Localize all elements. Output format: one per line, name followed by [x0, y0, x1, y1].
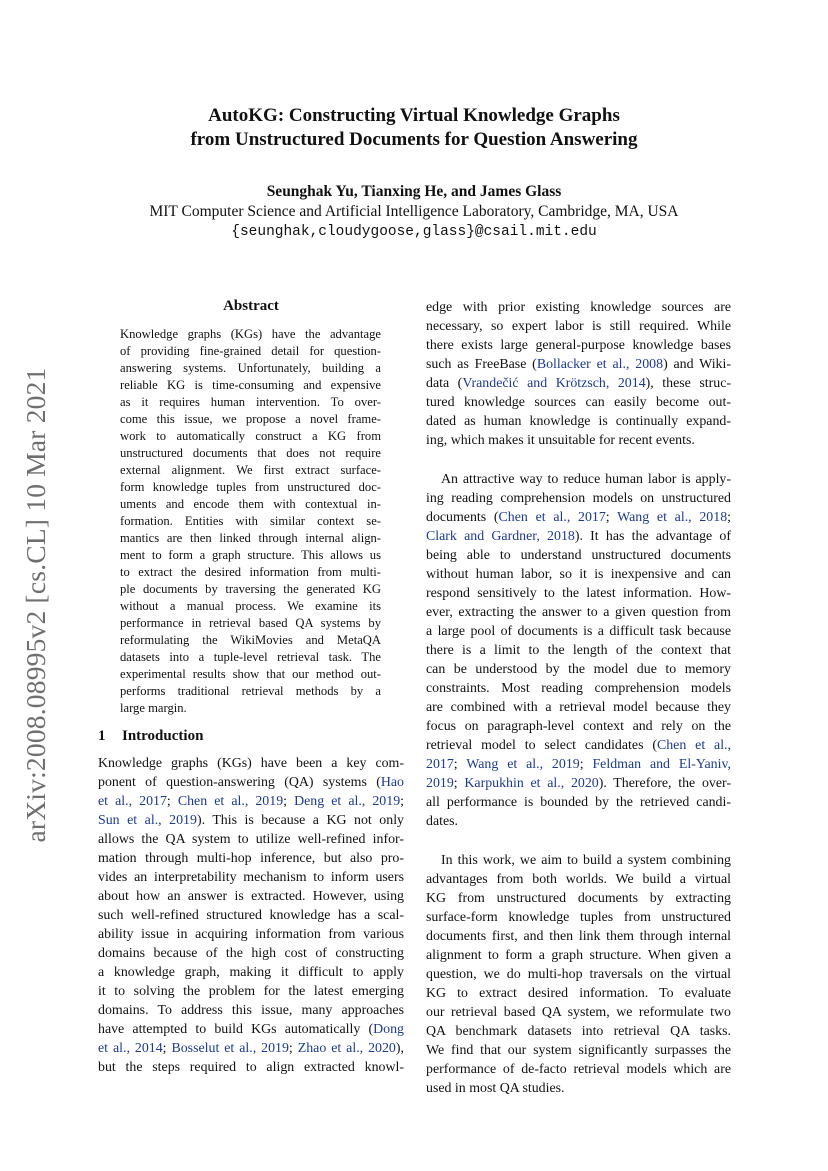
- text-line: KG to extract desired information. To evaluate: [426, 986, 731, 1001]
- text-line: et al., 2014; Bosselut et al., 2019; Zhao et al., 2020),: [98, 1041, 404, 1056]
- citation-link[interactable]: Feldman and El-Yaniv,: [592, 757, 731, 772]
- text-line: Knowledge graphs (KGs) have been a key com-: [98, 756, 404, 771]
- text-line: such well-refined structured knowledge has a scal-: [98, 908, 404, 923]
- abstract-line: uments and encode them with contextual in-: [120, 497, 381, 511]
- citation-link[interactable]: Sun et al., 2019: [98, 813, 197, 828]
- text-line: have attempted to build KGs automatically (Dong: [98, 1022, 404, 1037]
- text-line: Clark and Gardner, 2018). It has the advantage of: [426, 529, 731, 544]
- text-line: ponent of question-answering (QA) systems (Hao: [98, 775, 404, 790]
- text-line: can be understood by the model due to memory: [426, 662, 731, 677]
- citation-link[interactable]: Karpukhin et al., 2020: [464, 776, 599, 791]
- text-line: dated as human knowledge is continually expand-: [426, 414, 731, 429]
- abstract-line: large margin.: [120, 701, 187, 715]
- text-line: retrieval model to select candidates (Chen et al.,: [426, 738, 732, 753]
- text-line: such as FreeBase (Bollacker et al., 2008) and Wiki-: [426, 357, 731, 372]
- arxiv-identifier: arXiv:2008.08995v2 [cs.CL] 10 Mar 2021: [20, 367, 51, 843]
- text-line: alignment to form a graph structure. When given a: [426, 948, 731, 963]
- text-line: being able to understand unstructured documents: [426, 548, 731, 563]
- text-line: necessary, so expert labor is still required. While: [426, 319, 731, 334]
- text-line: about how an answer is extracted. However, using: [98, 889, 404, 904]
- text-line: used in most QA studies.: [426, 1081, 565, 1096]
- abstract-line: formation. Entities with similar context se-: [120, 514, 381, 528]
- abstract-line: come this issue, we propose a novel frame-: [120, 412, 381, 426]
- citation-link[interactable]: 2017: [426, 757, 454, 772]
- abstract-line: performs traditional retrieval methods by a: [120, 684, 381, 698]
- arxiv-side-stamp: [16, 360, 56, 850]
- text-line: all performance is bounded by the retrieved candi-: [426, 795, 731, 810]
- citation-link[interactable]: Vrandečić and Krötzsch, 2014: [462, 376, 646, 391]
- text-line: focus on paragraph-level context and rely on the: [426, 719, 731, 734]
- text-line: question, we do multi-hop traversals on the virtual: [426, 967, 731, 982]
- abstract-line: Knowledge graphs (KGs) have the advantage: [120, 327, 381, 341]
- text-line: there exists large general-purpose knowledge bases: [426, 338, 731, 353]
- text-line: 2019; Karpukhin et al., 2020). Therefore, the over-: [426, 776, 731, 791]
- abstract-line: of providing fine-grained detail for question-: [120, 344, 381, 358]
- citation-link[interactable]: Hao: [380, 775, 404, 790]
- citation-link[interactable]: Clark and Gardner, 2018: [426, 529, 575, 544]
- title-line: AutoKG: Constructing Virtual Knowledge Graphs: [208, 105, 620, 126]
- text-line: surface-form knowledge tuples from unstructured: [426, 910, 731, 925]
- abstract-line: ment to form a graph structure. This allows us: [120, 548, 381, 562]
- paragraph: [426, 298, 731, 450]
- title-line: from Unstructured Documents for Question Answering: [190, 129, 638, 150]
- text-line: performance of de-facto retrieval models which are: [426, 1062, 731, 1077]
- citation-link[interactable]: Wang et al., 2018: [617, 510, 728, 525]
- citation-link[interactable]: Deng et al., 2019: [294, 794, 401, 809]
- abstract-line: unstructured documents that does not require: [120, 446, 381, 460]
- text-line: domains. To address this issue, many approaches: [98, 1003, 404, 1018]
- author-emails: {seunghak,cloudygoose,glass}@csail.mit.edu: [231, 224, 597, 240]
- paragraph: [426, 851, 731, 1098]
- abstract-line: performance in retrieval based QA systems by: [120, 616, 381, 630]
- text-line: constraints. Most reading comprehension models: [426, 681, 731, 696]
- right-column: [426, 298, 731, 1098]
- text-line: ing reading comprehension models on unstructured: [426, 491, 731, 506]
- abstract-line: external alignment. We first extract surface-: [120, 463, 381, 477]
- abstract-line: reliable KG is time-consuming and expensive: [120, 378, 381, 392]
- section-number: 1: [98, 728, 106, 744]
- text-line: et al., 2017; Chen et al., 2019; Deng et al., 2019;: [98, 794, 404, 809]
- intro-paragraph-left: [98, 754, 404, 1077]
- text-line: edge with prior existing knowledge sources are: [426, 300, 731, 315]
- citation-link[interactable]: Bollacker et al., 2008: [536, 357, 664, 372]
- citation-link[interactable]: Chen et al.,: [656, 738, 732, 753]
- abstract-body: [120, 326, 381, 717]
- text-line: ability issue in acquiring information from various: [98, 927, 404, 942]
- paper-title: [120, 104, 708, 152]
- section-heading: [98, 727, 203, 745]
- text-line: In this work, we aim to build a system combining: [441, 853, 731, 868]
- abstract-line: reformulating the WikiMovies and MetaQA: [120, 633, 381, 647]
- abstract-line: as it requires human intervention. To over-: [120, 395, 381, 409]
- text-line: 2017; Wang et al., 2019; Feldman and El-Yaniv,: [426, 757, 731, 772]
- text-line: documents (Chen et al., 2017; Wang et al., 2018;: [426, 510, 731, 525]
- text-line: ever, extracting the answer to a given question from: [426, 605, 731, 620]
- section-title: Introduction: [122, 728, 204, 744]
- text-line: without human labor, so it is inexpensive and can: [426, 567, 731, 582]
- abstract-line: mantics are then linked through internal align-: [120, 531, 381, 545]
- citation-link[interactable]: Chen et al., 2019: [177, 794, 284, 809]
- abstract-heading: Abstract: [223, 298, 279, 314]
- citation-link[interactable]: et al., 2017: [98, 794, 167, 809]
- citation-link[interactable]: et al., 2014: [98, 1041, 163, 1056]
- text-line: allows the QA system to utilize well-refined infor-: [98, 832, 404, 847]
- text-line: but the steps required to align extracted knowl-: [98, 1060, 404, 1075]
- citation-link[interactable]: Wang et al., 2019: [466, 757, 580, 772]
- text-line: are combined with a retrieval model because they: [426, 700, 731, 715]
- citation-link[interactable]: 2019: [426, 776, 454, 791]
- text-line: QA benchmark datasets into retrieval QA tasks.: [426, 1024, 731, 1039]
- text-line: tured knowledge sources can easily become out-: [426, 395, 731, 410]
- abstract-line: without a manual process. We examine its: [120, 599, 381, 613]
- abstract-line: answering systems. Unfortunately, building a: [120, 361, 381, 375]
- text-line: mation through multi-hop inference, but also pro-: [98, 851, 404, 866]
- affiliation: MIT Computer Science and Artificial Intelligence Laboratory, Cambridge, MA, USA: [149, 203, 679, 220]
- text-line: a knowledge graph, making it difficult to apply: [98, 965, 404, 980]
- text-line: data (Vrandečić and Krötzsch, 2014), these struc-: [426, 376, 731, 391]
- text-line: Sun et al., 2019). This is because a KG not only: [98, 813, 405, 828]
- citation-link[interactable]: Chen et al., 2017: [498, 510, 606, 525]
- text-line: it to solving the problem for the latest emerging: [98, 984, 404, 999]
- text-line: An attractive way to reduce human labor is apply-: [441, 472, 731, 487]
- abstract-line: to extract the desired information from multi-: [120, 565, 381, 579]
- text-line: We find that our system significantly surpasses the: [426, 1043, 731, 1058]
- text-line: vides an interpretability mechanism to inform users: [98, 870, 404, 885]
- abstract-line: experimental results show that our method out-: [120, 667, 381, 681]
- text-line: dates.: [426, 814, 459, 829]
- text-line: there is a limit to the length of the context that: [426, 643, 731, 658]
- citation-link[interactable]: Dong: [373, 1022, 404, 1037]
- abstract-line: work to automatically construct a KG from: [120, 429, 381, 443]
- citation-link[interactable]: Zhao et al., 2020: [297, 1041, 396, 1056]
- paragraph: [426, 470, 731, 831]
- text-line: KG from unstructured documents by extracting: [426, 891, 731, 906]
- text-line: a large pool of documents is a difficult task because: [426, 624, 731, 639]
- text-line: respond sensitively to the latest information. How-: [426, 586, 731, 601]
- text-line: documents first, and then link them through internal: [426, 929, 731, 944]
- author-list: Seunghak Yu, Tianxing He, and James Glass: [266, 183, 562, 200]
- citation-link[interactable]: Bosselut et al., 2019: [171, 1041, 289, 1056]
- abstract-line: form knowledge tuples from unstructured doc-: [120, 480, 381, 494]
- abstract-line: datasets into a tuple-level retrieval task. The: [120, 650, 381, 664]
- abstract-line: ple documents by traversing the generated KG: [120, 582, 381, 596]
- text-line: advantages from both worlds. We build a virtual: [426, 872, 731, 887]
- text-line: our retrieval based QA system, we reformulate two: [426, 1005, 731, 1020]
- text-line: ing, which makes it unsuitable for recent events.: [426, 433, 695, 448]
- text-line: domains because of the high cost of constructing: [98, 946, 404, 961]
